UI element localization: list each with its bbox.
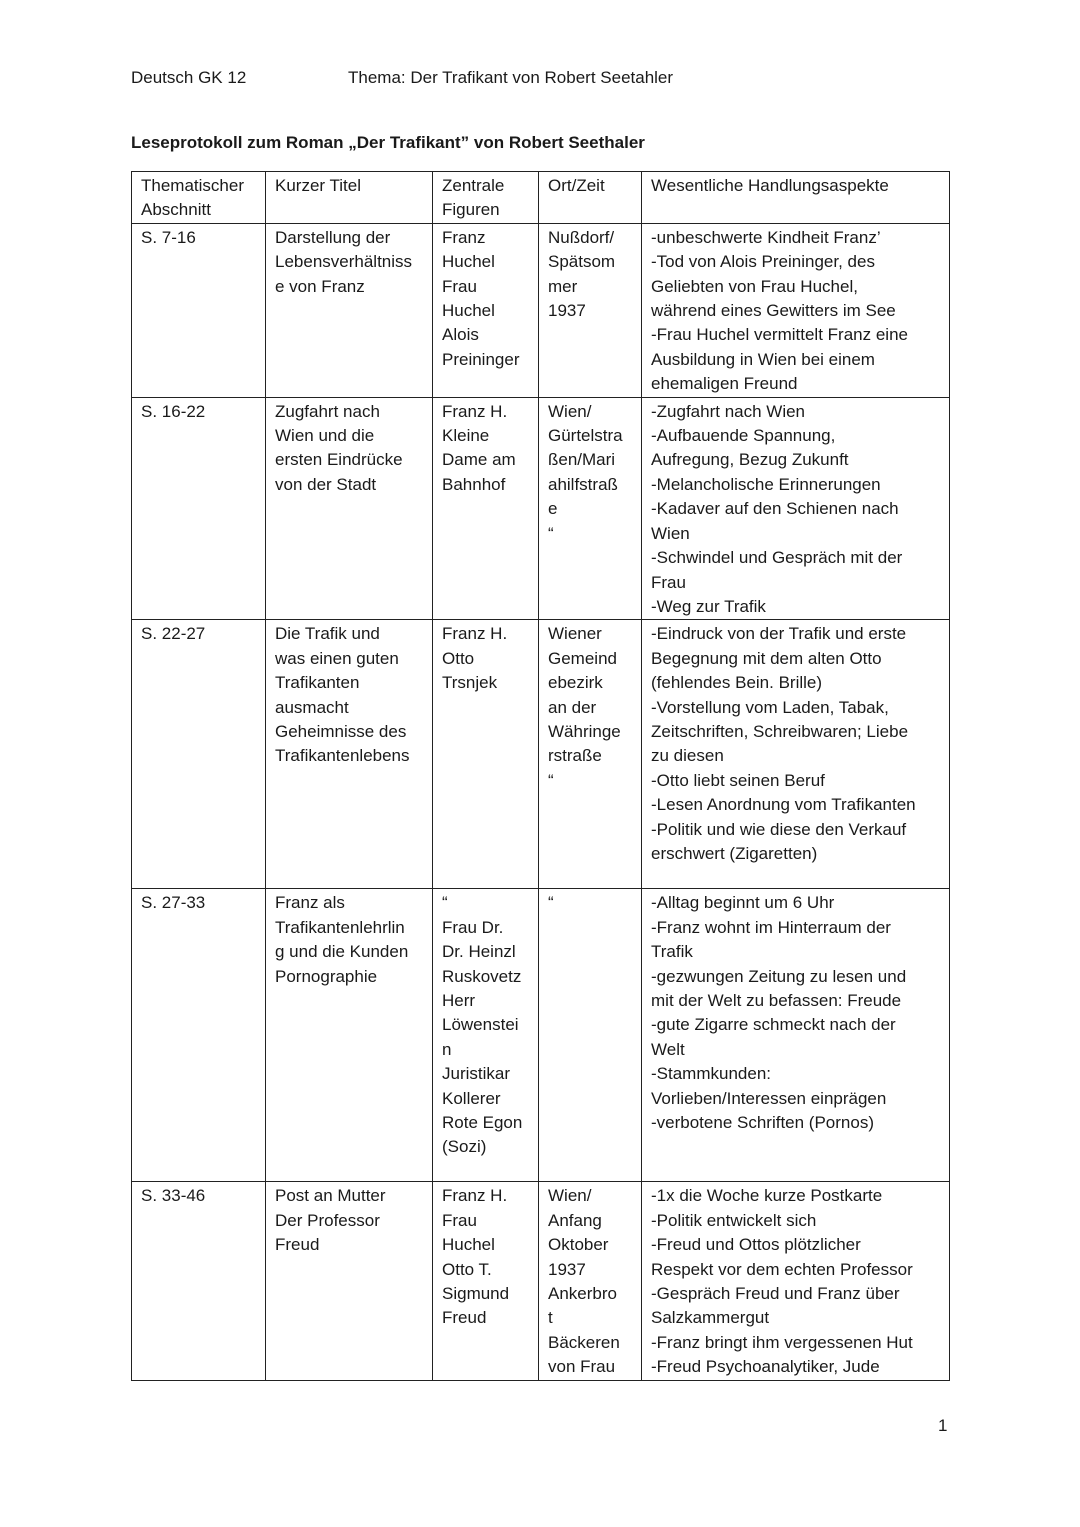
cell-line: “ — [548, 770, 554, 790]
cell-line: -Politik und wie diese den Verkauf — [651, 819, 907, 839]
cell-line: Trsnjek — [442, 673, 498, 693]
cell-line: Wien — [651, 523, 690, 543]
cell-line: Frau — [651, 572, 686, 592]
cell-line: ausmacht — [275, 697, 349, 717]
section-cell — [132, 620, 266, 889]
cell-line: -Stammkunden: — [651, 1064, 771, 1084]
course-label: Deutsch GK 12 — [131, 68, 247, 87]
cell-line: an der — [548, 697, 597, 717]
figures-cell — [433, 223, 539, 397]
cell-line: Nußdorf/ — [548, 227, 615, 247]
cell-line: Salzkammergut — [651, 1308, 770, 1328]
cell-line: Zugfahrt nach — [275, 401, 380, 421]
cell-line: von der Stadt — [275, 474, 377, 494]
table-row — [132, 620, 950, 889]
place-time-cell — [539, 397, 642, 620]
cell-line: rstraße — [548, 746, 602, 766]
cell-line: Geheimnisse des — [275, 721, 407, 741]
cell-line: Trafikantenlebens — [275, 746, 410, 766]
cell-line: Lebensverhältniss — [275, 252, 413, 272]
cell-line: Frau — [442, 1210, 477, 1230]
place-time-cell — [539, 223, 642, 397]
reading-protocol-table — [131, 171, 950, 1381]
cell-line: Franz als — [275, 893, 345, 913]
title-cell — [266, 223, 433, 397]
cell-line: Preininger — [442, 349, 520, 369]
cell-line: -Lesen Anordnung vom Trafikanten — [651, 795, 916, 815]
cell-line: Zeitschriften, Schreibwaren; Liebe — [651, 721, 909, 741]
place-time-cell — [539, 620, 642, 889]
cell-line: -gezwungen Zeitung zu lesen und — [651, 966, 907, 986]
cell-line: -Freud und Ottos plötzlicher — [651, 1235, 861, 1255]
cell-line: Ausbildung in Wien bei einem — [651, 349, 875, 369]
cell-line: Bahnhof — [442, 474, 506, 494]
cell-line: e von Franz — [275, 276, 365, 296]
table-row — [132, 397, 950, 620]
cell-line: Bäckeren — [548, 1332, 620, 1352]
cell-line: Thematischer — [141, 176, 244, 195]
cell-line: Wiener — [548, 624, 602, 644]
cell-line: S. 7-16 — [141, 227, 196, 247]
table-row — [132, 889, 950, 1182]
cell-line: Franz H. — [442, 1186, 508, 1206]
figures-cell — [433, 397, 539, 620]
topic-label: Thema: Der Trafikant von Robert Seetahler — [348, 68, 674, 87]
cell-line: Figuren — [442, 200, 500, 220]
document-title: Leseprotokoll zum Roman „Der Trafikant” von Robert Seethaler — [131, 133, 645, 152]
cell-line: Zentrale — [442, 176, 505, 195]
figures-cell — [433, 620, 539, 889]
aspects-cell — [642, 889, 950, 1182]
cell-line: Herr — [442, 990, 476, 1010]
aspects-cell — [642, 620, 950, 889]
title-cell — [266, 397, 433, 620]
figures-cell — [433, 889, 539, 1182]
cell-line: Kleine — [442, 426, 490, 446]
cell-line: während eines Gewitters im See — [651, 301, 896, 321]
cell-line: Gemeind — [548, 648, 617, 668]
cell-line: ersten Eindrücke — [275, 450, 403, 470]
cell-line: Kollerer — [442, 1088, 501, 1108]
cell-line: Gürtelstra — [548, 426, 623, 446]
cell-line: -unbeschwerte Kindheit Franz’ — [651, 227, 881, 247]
cell-line: -Freud Psychoanalytiker, Jude — [651, 1357, 880, 1377]
cell-line: Franz H. — [442, 401, 508, 421]
title-cell — [266, 620, 433, 889]
cell-line: -Alltag beginnt um 6 Uhr — [651, 893, 835, 913]
cell-line: Frau — [442, 276, 477, 296]
header-aspects — [642, 172, 950, 224]
cell-line: -Weg zur Trafik — [651, 596, 766, 616]
cell-line: (Sozi) — [442, 1137, 487, 1157]
cell-line: Löwenstei — [442, 1015, 519, 1035]
cell-line: ehemaligen Freund — [651, 374, 798, 394]
aspects-cell — [642, 223, 950, 397]
cell-line: Rote Egon — [442, 1112, 523, 1132]
cell-line: -Franz wohnt im Hinterraum der — [651, 917, 891, 937]
cell-line: -gute Zigarre schmeckt nach der — [651, 1015, 896, 1035]
cell-line: Respekt vor dem echten Professor — [651, 1259, 913, 1279]
cell-line: g und die Kunden — [275, 942, 409, 962]
header-figures — [433, 172, 539, 224]
header-section — [132, 172, 266, 224]
cell-line: -Schwindel und Gespräch mit der — [651, 548, 903, 568]
table-row — [132, 1182, 950, 1380]
section-cell — [132, 1182, 266, 1380]
cell-line: -Kadaver auf den Schienen nach — [651, 499, 899, 519]
cell-line: Franz — [442, 227, 486, 247]
cell-line: Sigmund — [442, 1283, 510, 1303]
cell-line: Post an Mutter — [275, 1186, 386, 1206]
cell-line: “ — [548, 893, 554, 913]
cell-line: Trafikantenlehrlin — [275, 917, 405, 937]
cell-line: -Franz bringt ihm vergessenen Hut — [651, 1332, 913, 1352]
cell-line: Welt — [651, 1039, 685, 1059]
cell-line: “ — [442, 893, 448, 913]
aspects-cell — [642, 1182, 950, 1380]
cell-line: -Frau Huchel vermittelt Franz eine — [651, 325, 908, 345]
cell-line: Freud — [442, 1308, 487, 1328]
cell-line: Frau Dr. — [442, 917, 504, 937]
cell-line: Geliebten von Frau Huchel, — [651, 276, 858, 296]
cell-line: Juristikar — [442, 1064, 511, 1084]
title-cell — [266, 889, 433, 1182]
cell-line: Vorlieben/Interessen einprägen — [651, 1088, 887, 1108]
table-body — [132, 223, 950, 1380]
header-place-time — [539, 172, 642, 224]
table-row — [132, 223, 950, 397]
cell-line: Anfang — [548, 1210, 602, 1230]
cell-line: Währinge — [548, 721, 621, 741]
header-title — [266, 172, 433, 224]
cell-line: -Vorstellung vom Laden, Tabak, — [651, 697, 889, 717]
cell-line: Ort/Zeit — [548, 176, 605, 195]
section-cell — [132, 397, 266, 620]
cell-line: Otto — [442, 648, 475, 668]
cell-line: t — [548, 1308, 553, 1328]
cell-line: Oktober — [548, 1235, 609, 1255]
place-time-cell — [539, 889, 642, 1182]
cell-line: -Otto liebt seinen Beruf — [651, 770, 825, 790]
cell-line: -Eindruck von der Trafik und erste — [651, 624, 907, 644]
cell-line: -1x die Woche kurze Postkarte — [651, 1186, 883, 1206]
cell-line: -Tod von Alois Preininger, des — [651, 252, 875, 272]
cell-line: Franz H. — [442, 624, 508, 644]
cell-line: S. 33-46 — [141, 1186, 206, 1206]
cell-line: Darstellung der — [275, 227, 391, 247]
cell-line: -verbotene Schriften (Pornos) — [651, 1112, 874, 1132]
cell-line: Huchel — [442, 1235, 495, 1255]
cell-line: -Gespräch Freud und Franz über — [651, 1283, 900, 1303]
cell-line: -Aufbauende Spannung, — [651, 426, 836, 446]
cell-line: Trafikanten — [275, 673, 360, 693]
cell-line: n — [442, 1039, 452, 1059]
cell-line: 1937 — [548, 1259, 586, 1279]
cell-line: mer — [548, 276, 578, 296]
cell-line: Huchel — [442, 252, 495, 272]
page-number: 1 — [938, 1416, 948, 1435]
cell-line: Wien und die — [275, 426, 375, 446]
aspects-cell — [642, 397, 950, 620]
cell-line: Freud — [275, 1235, 320, 1255]
cell-line: Abschnitt — [141, 200, 211, 220]
place-time-cell — [539, 1182, 642, 1380]
cell-line: Wien/ — [548, 1186, 592, 1206]
cell-line: S. 22-27 — [141, 624, 206, 644]
cell-line: Kurzer Titel — [275, 176, 361, 195]
section-cell — [132, 223, 266, 397]
cell-line: e — [548, 499, 558, 519]
cell-line: “ — [548, 523, 554, 543]
cell-line: Spätsom — [548, 252, 616, 272]
cell-line: was einen guten — [275, 648, 399, 668]
cell-line: Pornographie — [275, 966, 378, 986]
cell-line: -Melancholische Erinnerungen — [651, 474, 881, 494]
cell-line: mit der Welt zu befassen: Freude — [651, 990, 902, 1010]
cell-line: Otto T. — [442, 1259, 492, 1279]
page-header — [131, 67, 674, 89]
cell-line: -Zugfahrt nach Wien — [651, 401, 806, 421]
cell-line: Huchel — [442, 301, 495, 321]
cell-line: (fehlendes Bein. Brille) — [651, 673, 823, 693]
cell-line: Wesentliche Handlungsaspekte — [651, 176, 889, 195]
cell-line: Ruskovetz — [442, 966, 522, 986]
title-cell — [266, 1182, 433, 1380]
cell-line: von Frau — [548, 1357, 616, 1377]
cell-line: zu diesen — [651, 746, 724, 766]
figures-cell — [433, 1182, 539, 1380]
cell-line: Der Professor — [275, 1210, 380, 1230]
cell-line: erschwert (Zigaretten) — [651, 843, 818, 863]
cell-line: S. 16-22 — [141, 401, 206, 421]
cell-line: Dr. Heinzl — [442, 942, 516, 962]
cell-line: Begegnung mit dem alten Otto — [651, 648, 882, 668]
cell-line: 1937 — [548, 301, 586, 321]
cell-line: ebezirk — [548, 673, 603, 693]
cell-line: Trafik — [651, 942, 693, 962]
section-cell — [132, 889, 266, 1182]
cell-line: Dame am — [442, 450, 516, 470]
cell-line: S. 27-33 — [141, 893, 206, 913]
cell-line: Wien/ — [548, 401, 592, 421]
cell-line: Die Trafik und — [275, 624, 380, 644]
cell-line: Aufregung, Bezug Zukunft — [651, 450, 849, 470]
cell-line: ßen/Mari — [548, 450, 616, 470]
cell-line: -Politik entwickelt sich — [651, 1210, 817, 1230]
cell-line: Ankerbro — [548, 1283, 617, 1303]
table-header-row — [132, 172, 950, 224]
cell-line: ahilfstraß — [548, 474, 618, 494]
cell-line: Alois — [442, 325, 479, 345]
